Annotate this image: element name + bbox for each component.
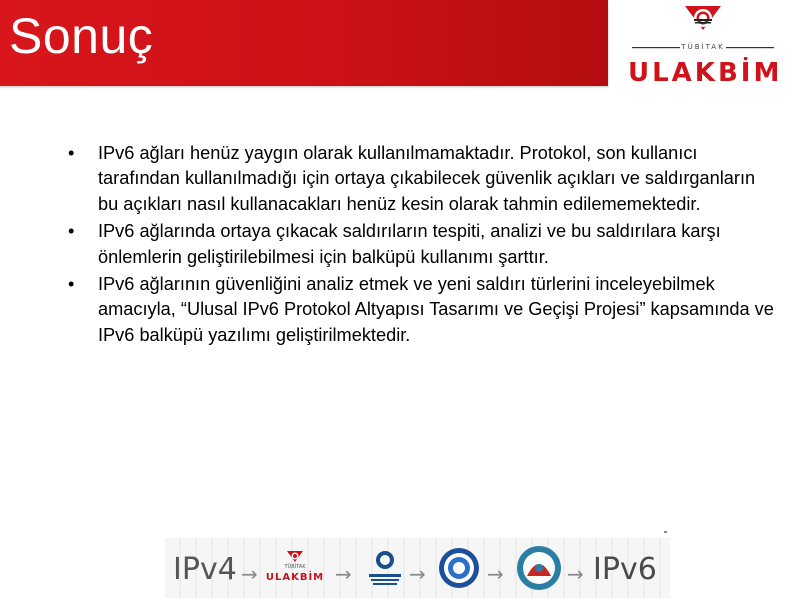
logo-tubitak-text: TÜBİTAK [681, 43, 725, 51]
bullet-text: IPv6 ağları henüz yaygın olarak kullanılmamaktadır. Protokol, son kullanıcı tarafından kullanılmadığı için ortaya çıkabilecek güvenlik açıkları ve saldırganların bu açıkları nasıl kullanacakları henüz kesin olarak tahmin edilememektedir. [98, 143, 756, 214]
footer-tubitak-text: TÜBİTAK [284, 564, 306, 570]
footer-banner [165, 528, 670, 600]
title-bar [0, 0, 608, 86]
bullet-text: IPv6 ağlarında ortaya çıkacak saldırıların tespiti, analizi ve bu saldırılara karşı önlemlerin geliştirilebilmesi için balküpü kullanımı şarttır. [98, 221, 721, 267]
bullet-item [66, 219, 778, 270]
bullet-icon: • [68, 274, 75, 295]
slide-title: Sonuç [9, 8, 154, 64]
footer-ipv4-label: IPv4 [173, 552, 237, 587]
arrow-right-icon: → [409, 562, 426, 586]
arrow-right-icon: → [335, 562, 352, 586]
bullet-icon: • [68, 221, 75, 242]
bullet-item [66, 141, 778, 217]
bullet-text: IPv6 ağlarının güvenliğini analiz etmek ve yeni saldırı türlerini inceleyebilmek amacıyla, “Ulusal IPv6 Protokol Altyapısı Tasarımı ve Geçişi Projesi” kapsamında ve IPv6 balküpü yazılımı geliştirilmektedir. [98, 274, 774, 345]
logo-ulakbim-text: ULAKBİM [628, 58, 783, 88]
arrow-right-icon: → [487, 562, 504, 586]
tubitak-ulakbim-logo [628, 0, 783, 96]
bullet-icon: • [68, 143, 75, 163]
university-emblem-icon [515, 544, 563, 592]
bullet-item [66, 272, 778, 348]
university-seal-icon [437, 546, 481, 590]
arrow-right-icon: → [241, 562, 258, 586]
footer-ulakbim-text: ULAKBİM [265, 572, 325, 583]
bullet-list [66, 141, 778, 350]
footer-ipv6-label: IPv6 [593, 552, 657, 587]
btk-logo-icon [365, 548, 405, 592]
arrow-right-icon: → [567, 562, 584, 586]
